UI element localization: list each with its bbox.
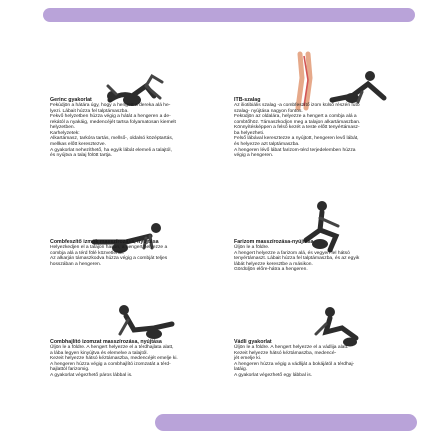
section-gluteus: [234, 239, 410, 273]
section-itb: [234, 97, 410, 159]
section-body: Üljön le a földre. A hengert helyezze el a vádlija alatt. Kezeit helyezze hátsó kéztámaszba, medencé- jét emelje ki. A hengeren húzza végig a vádliját a bokájától a térdhaj- latáig. A gyakorlat végezhető egy lábbal is.: [234, 345, 355, 378]
section-body: Helyezkedjen el a talajon hason, a hengert helyezze a combja alá a térd fölé közvetlenül. Az alkarján támaszkodva húzza végig a combját teljes hosszában a hengeren.: [50, 245, 168, 267]
exercise-panel: [30, 34, 422, 398]
section-calf: [234, 339, 410, 378]
section-title: ITB-szalag: [234, 97, 261, 103]
top-decorative-bar: [43, 8, 415, 22]
section-body: Az iliotibiális szalag -a combfeszítő izom külső részén futó szalag- nyújtása nagyon fontos. Feküdjön az oldalára, helyezze a hengert a combja alá a combtőhöz. Támaszkodjon meg a talajon alkartámaszban. Könnyítésképpen a felső kezét a teste előtt tenyértámasz- ba helyezheti. Felső lábával keresztezze a nyújtott, hengeren levő lábát, és helyezze azt talptámaszba. A hengeren lévő lábat farizom-térd terjedelemben húzza végig a hengeren.: [234, 103, 361, 159]
section-title: Gerinc gyakorlat: [50, 97, 92, 103]
section-quadriceps: [50, 239, 226, 267]
bottom-decorative-bar: [155, 414, 417, 431]
section-title: Combhajlító izomzat masszírozása, nyújtása: [50, 339, 162, 345]
section-body: Üljön le a földre. A hengert helyezze a farizom alá, és vegyen fel hátsó tenyértámaszt. Lábait húzza fel talptámaszba, és az egyik lábát helyezze keresztbe a másikon. Gördüljön előre-hátra a hengeren.: [234, 245, 360, 273]
section-body: Fekúdjön a hátára úgy, hogy a hengert a dereka alá he- lyezi. Lábait húzza fel talptámaszba. Fekvő helyzetben húzza végig a hátát a hengeren a de- rekától a nyakáig, medencéjét tartsa folyamatosan kiemelt helyzetben. Karhelyzetek: Alkartámasz, tarkóra tartás, mellső-, oldalsó középtartás, mellkas előtt keresztezve. A gyakorlat nehezíthető, ha egyik lábát elemeli a talajtól, és nyújtva a talaj fölött tartja.: [50, 103, 176, 159]
section-body: Üljön le a földre. A hengert helyezze el a térdhajlata alatt, a lába legyen kinyújtva és elemelve a talajtól. Kezeit helyezze hátsó kéztámaszba, medencéjét emelje ki. A hengeren húzza végig a combhajlító izomzatát a térd- hajlattól farizomig. A gyakorlat végezhető páros lábbal is.: [50, 345, 178, 378]
section-spine: [50, 97, 226, 159]
section-title: Combfeszítő izmok masszírozása, nyújtása: [50, 239, 159, 245]
section-title: Farizom masszírozása-nyújtása: [234, 239, 314, 245]
section-title: Vádli gyakorlat: [234, 339, 272, 345]
section-hamstring: [50, 339, 226, 378]
